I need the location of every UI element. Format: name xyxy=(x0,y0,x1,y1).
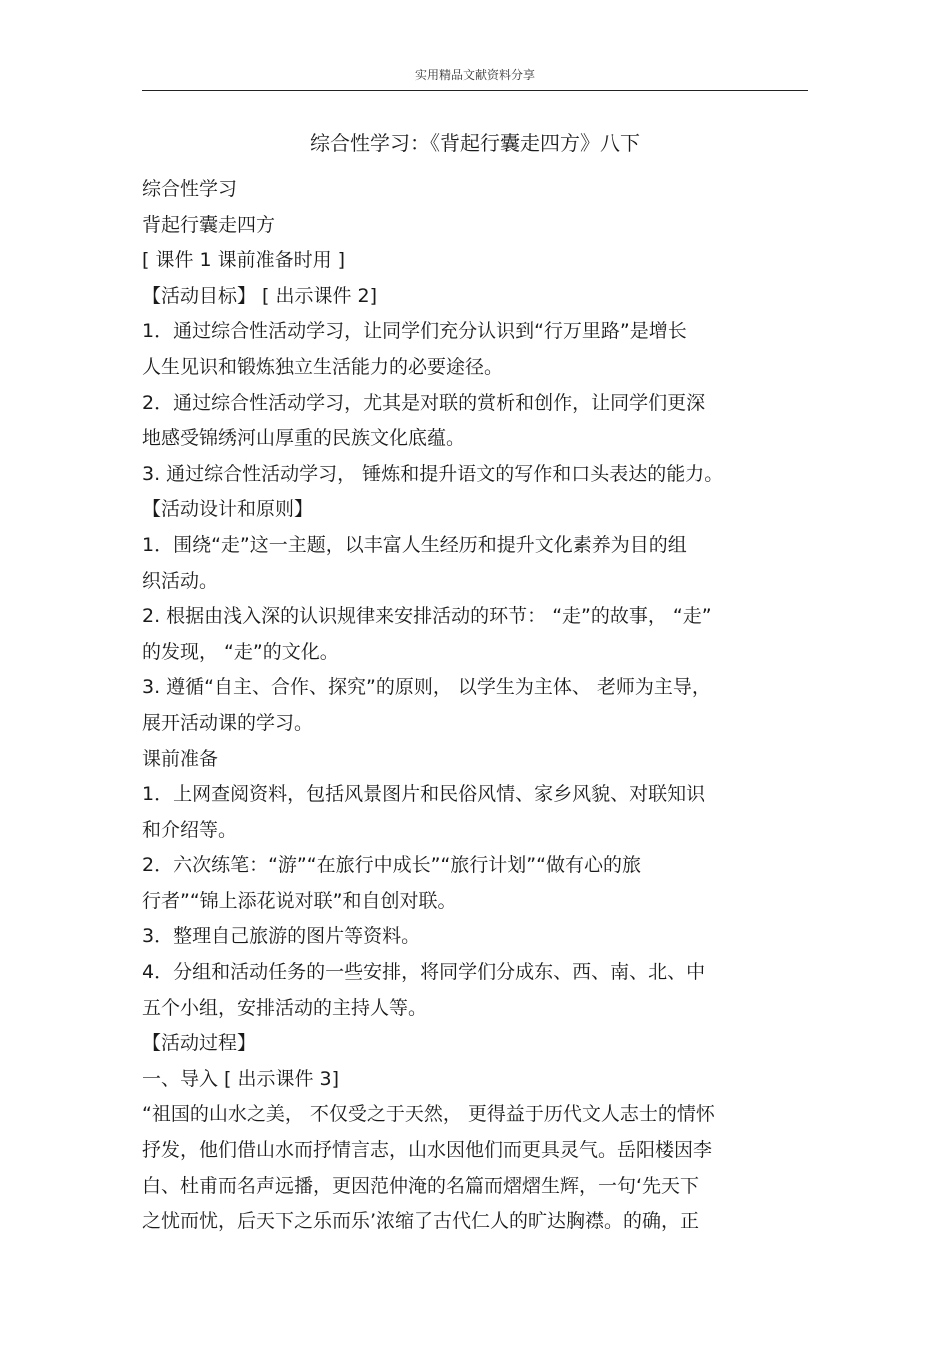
text-line: [ 课件 1 课前准备时用 ] xyxy=(142,249,346,272)
text-line: 3. 通过综合性活动学习， 锤炼和提升语文的写作和口头表达的能力。 xyxy=(142,462,724,485)
document-body xyxy=(142,172,832,1240)
text-line: 之忧而忧，后天下之乐而乐’浓缩了古代仁人的旷达胸襟。的确，正 xyxy=(142,1210,700,1233)
text-line: 的发现， “走”的文化。 xyxy=(142,640,339,663)
page-header: 实用精品文献资料分享 xyxy=(414,68,535,82)
header-rule xyxy=(142,90,808,91)
text-line: “祖国的山水之美， 不仅受之于天然， 更得益于历代文人志士的情怀 xyxy=(142,1103,715,1126)
text-line: 3. 遵循“自主、合作、探究”的原则， 以学生为主体、 老师为主导， xyxy=(142,676,711,699)
text-line: 课前准备 xyxy=(142,747,219,770)
text-line: 展开活动课的学习。 xyxy=(142,711,314,734)
text-line: 一、导入 [ 出示课件 3] xyxy=(142,1067,340,1090)
text-line: 白、杜甫而名声远播，更因范仲淹的名篇而熠熠生辉，一句‘先天下 xyxy=(142,1174,700,1197)
document-title: 综合性学习：《背起行囊走四方》八下 xyxy=(310,131,640,155)
text-line: 五个小组，安排活动的主持人等。 xyxy=(142,996,428,1019)
text-line: 2. 根据由浅入深的认识规律来安排活动的环节： “走”的故事， “走” xyxy=(142,605,712,628)
text-line: 行者”“锦上添花说对联”和自创对联。 xyxy=(142,889,457,912)
text-line: 织活动。 xyxy=(142,569,219,592)
text-line: 和介绍等。 xyxy=(142,818,238,841)
text-line: 1．围绕“走”这一主题，以丰富人生经历和提升文化素养为目的组 xyxy=(142,533,687,556)
text-line: 背起行囊走四方 xyxy=(142,213,276,236)
text-line: 地感受锦绣河山厚重的民族文化底蕴。 xyxy=(142,427,466,450)
text-line: 4．分组和活动任务的一些安排，将同学们分成东、西、南、北、中 xyxy=(142,961,706,984)
text-line: 【活动目标】 [ 出示课件 2] xyxy=(142,284,378,307)
text-line: 【活动过程】 xyxy=(142,1032,257,1055)
text-line: 【活动设计和原则】 xyxy=(142,498,314,521)
text-line: 抒发，他们借山水而抒情言志，山水因他们而更具灵气。岳阳楼因李 xyxy=(142,1139,713,1162)
text-line: 综合性学习 xyxy=(142,178,238,200)
text-line: 1．上网查阅资料，包括风景图片和民俗风情、家乡风貌、对联知识 xyxy=(142,783,706,806)
text-line: 3．整理自己旅游的图片等资料。 xyxy=(142,925,421,948)
text-line: 人生见识和锻炼独立生活能力的必要途径。 xyxy=(142,355,504,378)
text-line: 2．六次练笔：“游”“在旅行中成长”“旅行计划”“做有心的旅 xyxy=(142,854,641,877)
text-line: 1．通过综合性活动学习，让同学们充分认识到“行万里路”是增长 xyxy=(142,320,687,343)
text-line: 2．通过综合性活动学习，尤其是对联的赏析和创作，让同学们更深 xyxy=(142,391,706,414)
